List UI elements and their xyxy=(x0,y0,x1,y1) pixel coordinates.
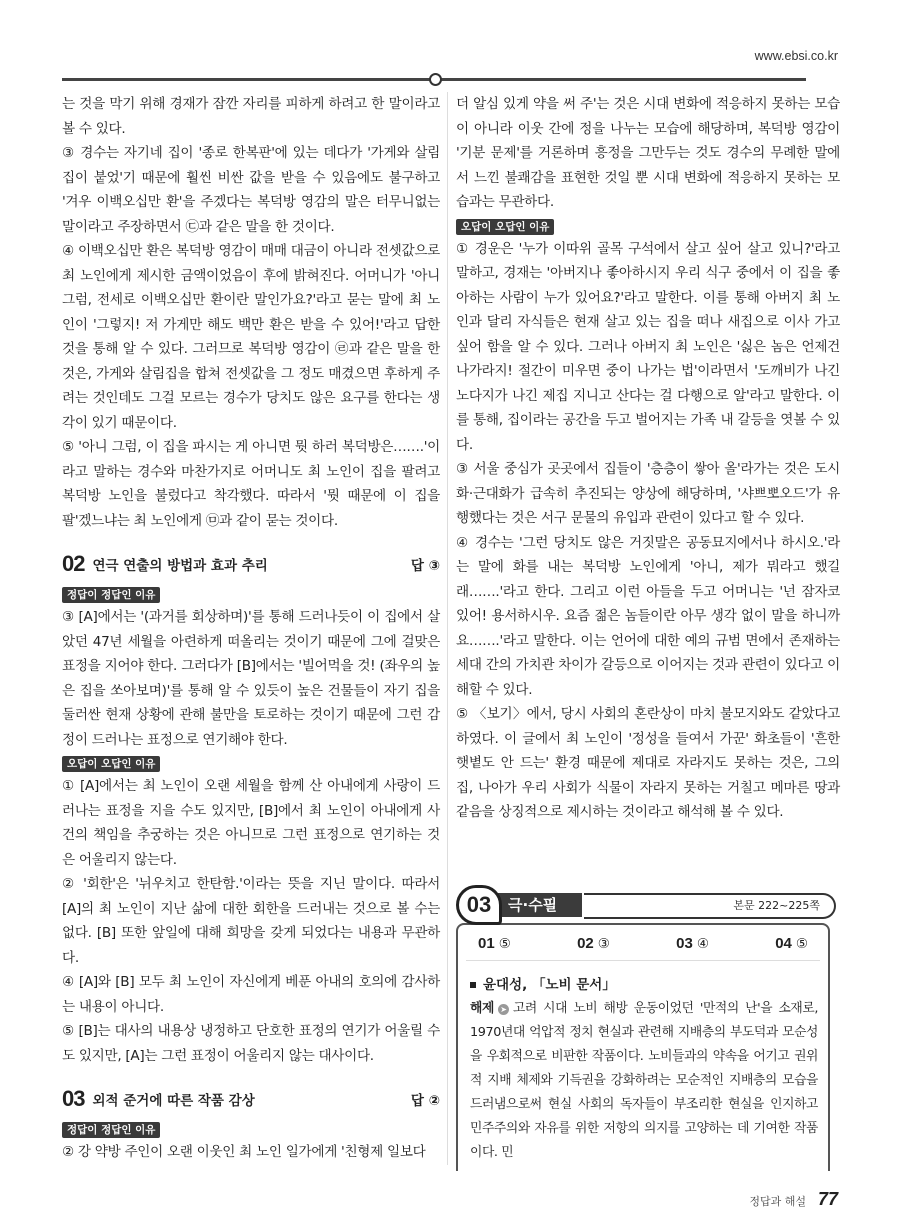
answer-item xyxy=(676,935,709,952)
right-wrong xyxy=(456,237,840,825)
answer-q: 02 xyxy=(577,934,594,952)
question-answer: 답 ③ xyxy=(410,558,440,574)
answer-q: 04 xyxy=(775,934,792,952)
q3-correct xyxy=(62,1140,440,1165)
unit-banner xyxy=(456,885,840,921)
paragraph: 더 알심 있게 약을 써 주'는 것은 시대 변화에 적응하지 못하는 모습이 아니라 이웃 간에 정을 나누는 모습에 해당하며, 복덕방 영감이 '기분 문제'를 거론하며 흥정을 그만두는 것도 경수의 무례한 말에서 느낀 불쾌감을 표현한 것일 뿐 시대 변화에 적응하지 못하는 모습과는 무관하다. xyxy=(456,96,840,210)
answer-q: 01 xyxy=(478,934,495,952)
question-3-header xyxy=(62,1086,440,1112)
q2-wrong xyxy=(62,774,440,1068)
question-answer: 답 ② xyxy=(410,1093,440,1109)
page-footer xyxy=(0,1171,900,1230)
page-header xyxy=(0,0,900,92)
work-title xyxy=(458,961,828,997)
question-title: 외적 준거에 따른 작품 감상 xyxy=(92,1093,255,1109)
answer-a: ③ xyxy=(597,935,610,952)
commentary xyxy=(458,997,828,1165)
correct-reason-badge: 정답이 정답인 이유 xyxy=(62,1122,160,1138)
question-number: 02 xyxy=(62,551,85,576)
page-number: 77 xyxy=(817,1188,838,1209)
paragraph: ③ [A]에서는 '(과거를 회상하며)'를 통해 드러나듯이 이 집에서 살았던 47년 세월을 아련하게 떠올리는 것이기 때문에 그에 걸맞은 표정을 지어야 한다. 그러다가 [B]에서는 '빌어먹을 것! (좌우의 높은 집을 쏘아보며)'를 통해 알 수 있듯이 높은 건물들이 자기 집을 둘러싼 현재 상황에 관해 불만을 토로하는 것이기 때문에 그런 감정이 드러나는 표정으로 연기해야 한다. xyxy=(62,609,440,748)
work-title-text: 윤대성, 「노비 문서」 xyxy=(483,976,616,993)
paragraph: ② 강 약방 주인이 오랜 이웃인 최 노인 일가에게 '친형제 일보다 xyxy=(62,1144,426,1160)
unit-pages: 본문 222~225쪽 xyxy=(584,893,836,919)
site-url: www.ebsi.co.kr xyxy=(754,49,838,63)
wrong-reason-badge: 오답이 오답인 이유 xyxy=(456,219,554,235)
unit-number: 03 xyxy=(456,885,502,925)
footer-label: 정답과 해설 xyxy=(749,1194,806,1208)
paragraph: ⑤ 〈보기〉에서, 당시 사회의 혼란상이 마치 불모지와도 같았다고 하였다. 이 글에서 최 노인이 '정성을 들여서 가꾼' 화초들이 '흔한 햇볕도 안 드는' 환경 때문에 제대로 자라지도 못하는 것은, 그의 집, 나아가 우리 사회가 식물이 자라지 못하는 거칠고 메마른 땅과 같음을 상징적으로 제시하는 것이라고 해석해 볼 수 있다. xyxy=(456,706,840,820)
question-title: 연극 연출의 방법과 효과 추리 xyxy=(92,558,268,574)
answer-q: 03 xyxy=(676,934,693,952)
wrong-reason-badge: 오답이 오답인 이유 xyxy=(62,756,160,772)
question-2-header xyxy=(62,551,440,577)
commentary-label: 해제 xyxy=(470,1000,494,1016)
paragraph: ① [A]에서는 최 노인이 오랜 세월을 함께 산 아내에게 사랑이 드러나는 표정을 지을 수도 있지만, [B]에서 최 노인이 아내에게 사건의 책임을 추궁하는 것은 아니므로 그런 표정으로 연기하는 것은 어울리지 않는다. xyxy=(62,778,440,868)
paragraph: ③ 경수는 자기네 집이 '종로 한복판'에 있는 데다가 '가게와 살림집이 붙었'기 때문에 훨씬 비싼 값을 받을 수 있음에도 불구하고 '겨우 이백오십만 환'을 주겠다는 복덕방 영감의 말은 터무니없는 말이라고 주장하면서 ㉢과 같은 말을 한 것이다. xyxy=(62,145,440,235)
paragraph: ④ 이백오십만 환은 복덕방 영감이 매매 대금이 아니라 전셋값으로 최 노인에게 제시한 금액이었음이 후에 밝혀진다. 어머니가 '아니 그럼, 전세로 이백오십만 환이란 말인가요?'라고 묻는 말에 최 노인이 '그렇지! 저 가게만 해도 백만 환은 받을 수 있어!'라고 답한 것을 통해 알 수 있다. 그러므로 복덕방 영감이 ㉣과 같은 말을 한 것은, 가게와 살림집을 합쳐 전셋값을 그 정도 매겼으면 후하게 주려는 것인데도 그걸 모르는 경수가 당치도 않은 요구를 한다는 생각이 있기 때문이다. xyxy=(62,243,440,431)
answer-box xyxy=(456,923,830,1171)
q2-correct xyxy=(62,605,440,752)
header-rule-circle xyxy=(429,73,442,86)
commentary-text: 고려 시대 노비 해방 운동이었던 '만적의 난'을 소재로, 1970년대 억압적 정치 현실과 관련해 지배층의 부도덕과 모순성을 우회적으로 비판한 작품이다. 노비들과의 약속을 어기고 권위적 지배 체제와 기득권을 강화하려는 모순적인 지배층의 모습을 드러냄으로써 현실 사회의 독자들이 부조리한 현실을 인지하고 민주주의와 자유를 위한 저항의 의지를 고양하는 데 기여한 작품이다. 민 xyxy=(470,1000,818,1160)
right-column xyxy=(448,92,840,1171)
answer-a: ⑤ xyxy=(498,935,511,952)
paragraph: ③ 서울 중심가 곳곳에서 집들이 '층층이 쌓아 올'라가는 것은 도시화·근대화가 급속히 추진되는 양상에 해당하며, '샤쁘뽀오드'가 유행했다는 것은 서구 문물의 유입과 관련이 있다고 할 수 있다. xyxy=(456,461,840,526)
answer-item xyxy=(478,935,511,952)
paragraph: 는 것을 막기 위해 경재가 잠깐 자리를 피하게 하려고 한 말이라고 볼 수 있다. xyxy=(62,96,440,137)
left-intro xyxy=(62,92,440,533)
answer-item xyxy=(775,935,808,952)
arrow-circle-icon: ➤ xyxy=(498,1004,509,1015)
answer-summary xyxy=(466,925,820,961)
paragraph: ⑤ [B]는 대사의 내용상 냉정하고 단호한 표정의 연기가 어울릴 수도 있지만, [A]는 그런 표정이 어울리지 않는 대사이다. xyxy=(62,1023,440,1064)
paragraph: ④ 경수는 '그런 당치도 않은 거짓말은 공동묘지에서나 하시오.'라는 말에 화를 내는 복덕방 노인에게 '아니, 제가 뭐라고 했길래…….'라고 한다. 그리고 이런 아들을 두고 어머니는 '넌 잠자코 있어! 용서하시우. 요즘 젊은 놈들이란 아무 생각 없이 말을 하니까요…….'라고 말한다. 이는 언어에 대한 예의 규범 면에서 존재하는 세대 간의 가치관 차이가 갈등으로 이어지는 것과 관련이 있다고 이해할 수 있다. xyxy=(456,534,840,698)
left-column xyxy=(62,92,448,1165)
answer-a: ④ xyxy=(696,935,709,952)
unit-title: 극·수필 xyxy=(498,893,582,917)
question-number: 03 xyxy=(62,1086,85,1111)
bullet-square-icon xyxy=(470,982,476,988)
paragraph: ① 경운은 '누가 이따위 골목 구석에서 살고 싶어 살고 있니?'라고 말하고, 경재는 '아버지나 좋아하시지 우리 식구 중에서 이 집을 좋아하는 사람이 누가 있어요?'라고 말한다. 이를 통해 아버지 최 노인과 달리 자식들은 현재 살고 있는 집을 떠나 새집으로 이사 가고 싶어 함을 알 수 있다. 그러나 아버지 최 노인은 '싫은 놈은 언제건 나가라지! 절간이 미우면 중이 나가는 법'이라면서 '도깨비가 나긴 노다지가 나긴 제집 지니고 산다는 걸 다행으로 알'라고 말한다. 이를 통해, 집이라는 공간을 두고 벌어지는 가족 내 갈등을 엿볼 수 있다. xyxy=(456,240,840,453)
paragraph: ④ [A]와 [B] 모두 최 노인이 자신에게 베푼 아내의 호의에 감사하는 내용이 아니다. xyxy=(62,974,440,1015)
paragraph: ② '회한'은 '뉘우치고 한탄함.'이라는 뜻을 지닌 말이다. 따라서 [A]의 최 노인이 지난 삶에 대한 회한을 드러내는 것으로 볼 수는 없다. [B] 또한 앞일에 대해 희망을 갖게 되었다는 내용과 무관하다. xyxy=(62,876,440,966)
answer-item xyxy=(577,935,610,952)
correct-reason-badge: 정답이 정답인 이유 xyxy=(62,587,160,603)
two-column-body xyxy=(0,92,900,1171)
right-intro xyxy=(456,92,840,215)
paragraph: ⑤ '아니 그럼, 이 집을 파시는 게 아니면 뭣 하러 복덕방은…….'이라고 말하는 경수와 마찬가지로 어머니도 최 노인이 집을 팔려고 복덕방 노인을 불렀다고 착각했다. 따라서 '뭣 때문에 이 집을 팔'겠느냐는 최 노인에게 ㉤과 같이 묻는 것이다. xyxy=(62,439,440,529)
answer-a: ⑤ xyxy=(795,935,808,952)
